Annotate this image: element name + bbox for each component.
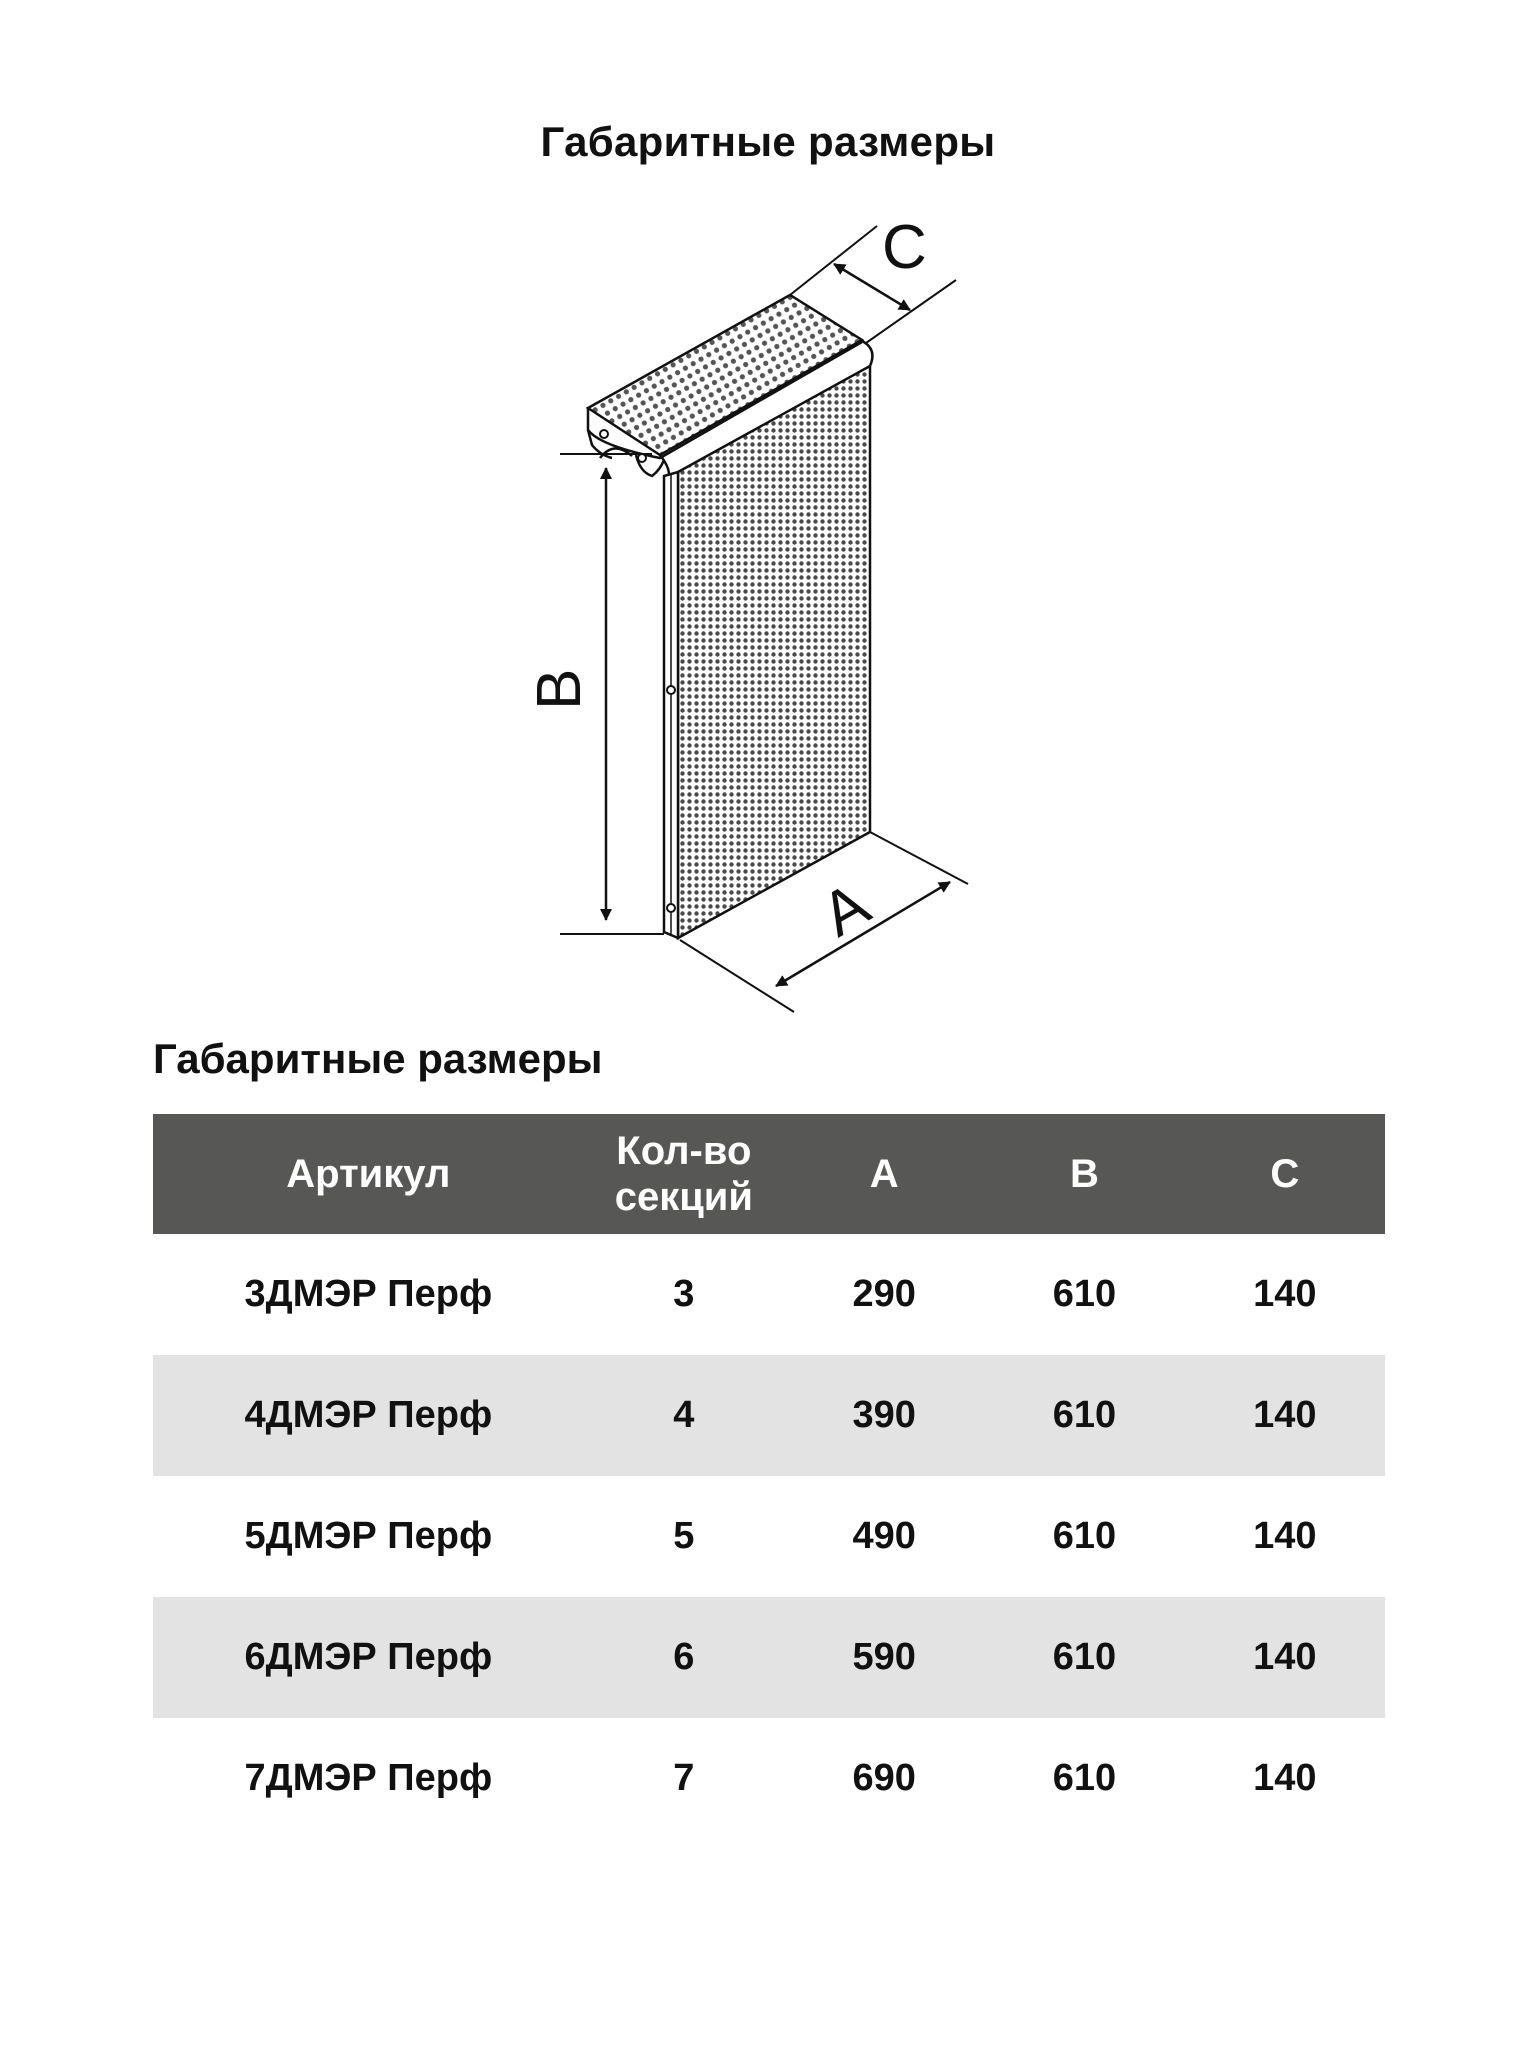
label-b: B [525,668,594,710]
dimensions-table [153,1114,1385,1839]
header-c: C [1185,1114,1385,1234]
label-a: A [810,869,881,951]
cell-article: 7ДМЭР Перф [244,1757,493,1799]
diagram-title: Габаритные размеры [540,118,996,165]
cell-sections: 7 [673,1757,695,1799]
cell-c: 140 [1253,1515,1317,1557]
table-row [153,1355,1385,1476]
table-header-row [153,1114,1385,1234]
cell-b: 610 [984,1597,1184,1718]
cell-c: 140 [1185,1597,1385,1718]
cell-article: 3ДМЭР Перф [244,1273,493,1315]
cell-b: 610 [1052,1273,1117,1315]
header-a: A [784,1114,984,1234]
radiator-screen-dimension-drawing [0,0,1536,1020]
cell-a: 590 [784,1597,984,1718]
cell-a: 690 [852,1757,916,1799]
header-sections [584,1114,784,1234]
table-row [153,1718,1385,1839]
cell-b: 610 [1052,1515,1117,1557]
cell-c: 140 [1253,1757,1317,1799]
cell-article: 6ДМЭР Перф [153,1597,584,1718]
cell-a: 390 [784,1355,984,1476]
cell-sections: 3 [673,1273,695,1315]
cell-b: 610 [984,1355,1184,1476]
cell-article: 5ДМЭР Перф [244,1515,493,1557]
dimension-b [525,454,664,934]
table-row [153,1476,1385,1597]
header-b: B [984,1114,1184,1234]
header-sections-line2: секций [614,1175,753,1219]
header-article: Артикул [153,1114,584,1234]
cell-sections: 6 [584,1597,784,1718]
header-sections-line1: Кол-во [616,1129,752,1173]
cell-sections: 4 [584,1355,784,1476]
cell-c: 140 [1253,1273,1317,1315]
cell-article: 4ДМЭР Перф [153,1355,584,1476]
table-row [153,1597,1385,1718]
cell-b: 610 [1052,1757,1117,1799]
cell-a: 290 [852,1273,916,1315]
cell-a: 490 [852,1515,916,1557]
table-row [153,1234,1385,1355]
cell-sections: 5 [673,1515,695,1557]
cell-c: 140 [1185,1355,1385,1476]
label-c: C [882,213,927,282]
table-title: Габаритные размеры [153,1035,603,1082]
front-panel [664,366,870,938]
